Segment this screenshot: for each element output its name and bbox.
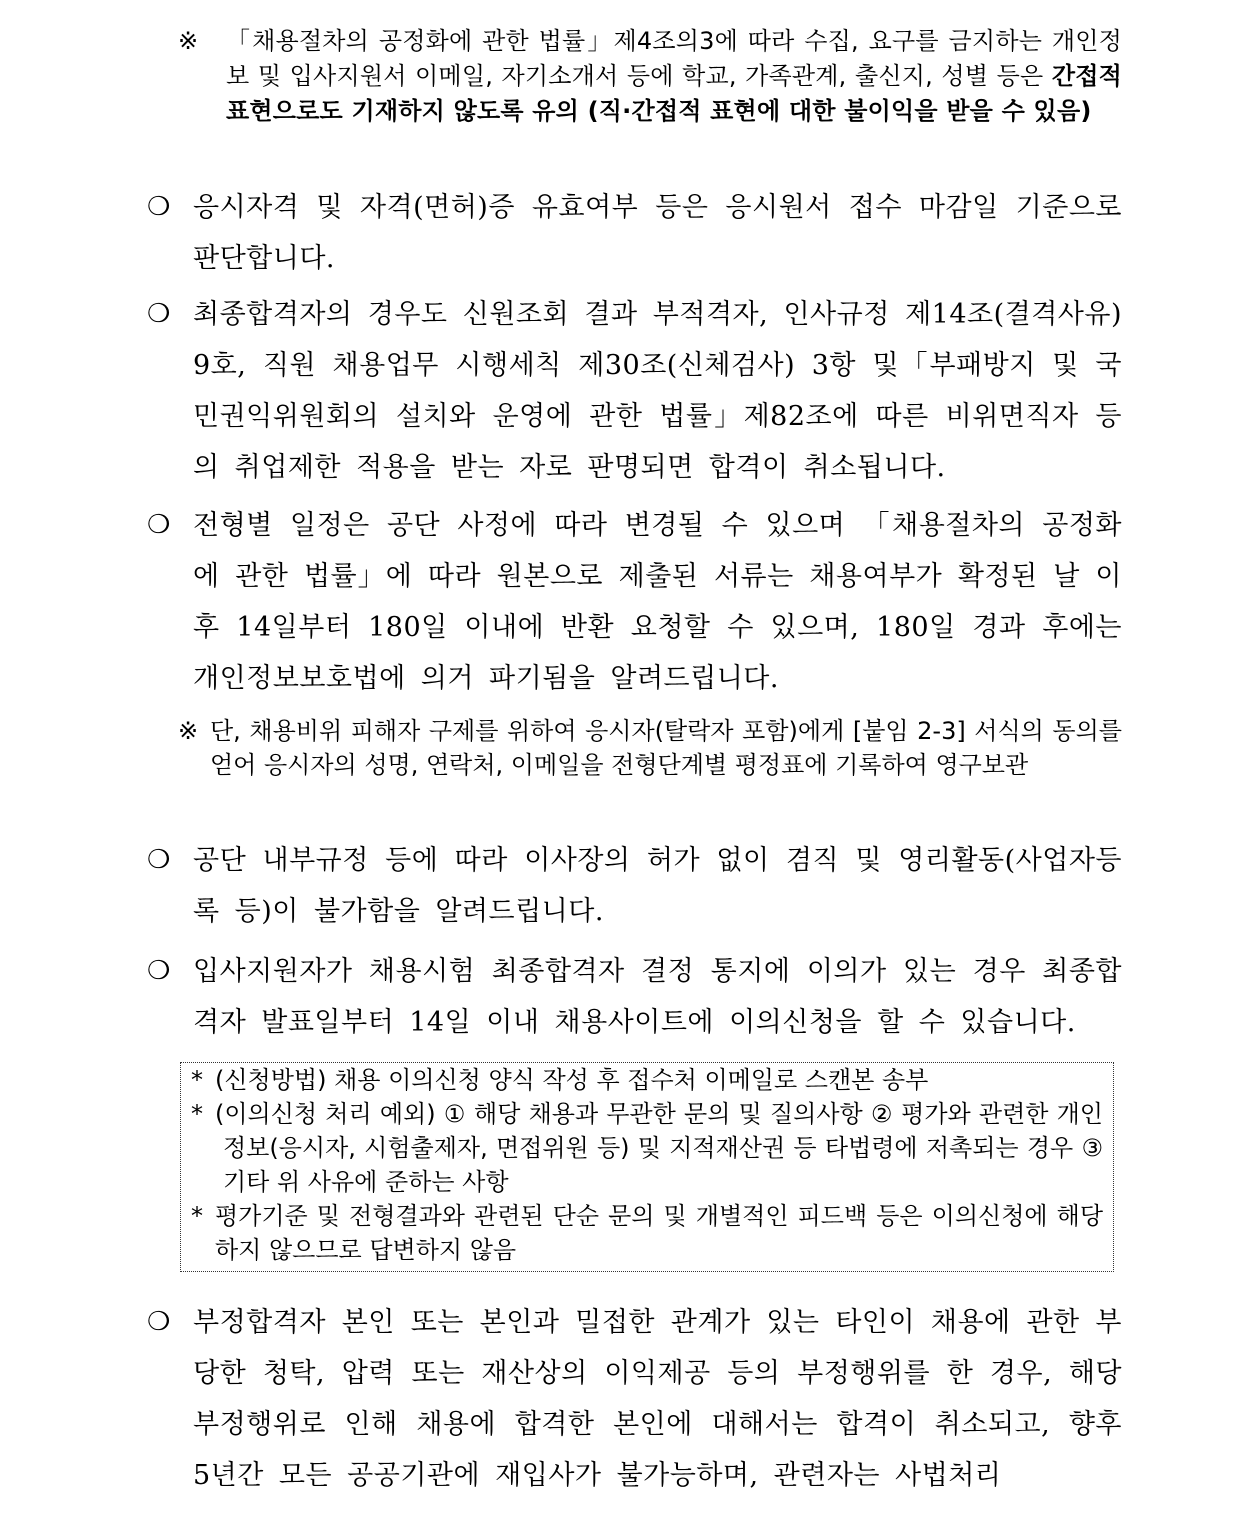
box-item-text: 평가기준 및 전형결과와 관련된 단순 문의 및 개별적인 피드백 등은 이의신청에 해당하지 않으므로 답변하지 않음 — [215, 1202, 1103, 1264]
reference-mark: ※ — [178, 717, 199, 745]
top-note-text: 「채용절차의 공정화에 관한 법률」제4조의3에 따라 수집, 요구를 금지하는 개인정보 및 입사지원서 이메일, 자기소개서 등에 학교, 가족관계, 출신지, 성별 등은 — [226, 27, 1122, 90]
bullet-circle-icon: ❍ — [147, 299, 171, 329]
bullet-circle-icon: ❍ — [147, 510, 171, 540]
box-item-no-reply — [191, 1199, 1103, 1267]
bullet-item-side-job — [147, 835, 1122, 937]
asterisk-mark: * — [191, 1202, 203, 1230]
box-item-exceptions — [191, 1097, 1103, 1199]
bullet-text: 응시자격 및 자격(면허)증 유효여부 등은 응시원서 접수 마감일 기준으로 판단합니다. — [193, 192, 1122, 274]
bullet-circle-icon: ❍ — [147, 192, 171, 222]
bullet-item-eligibility — [147, 182, 1122, 284]
box-item-text: (이의신청 처리 예외) ① 해당 채용과 무관한 문의 및 질의사항 ② 평가와 관련한 개인정보(응시자, 시험출제자, 면접위원 등) 및 지적재산권 등 타법령에 저촉되는 경우 ③ 기타 위 사유에 준하는 사항 — [215, 1100, 1103, 1196]
objection-info-box — [180, 1062, 1114, 1272]
box-item-text: (신청방법) 채용 이의신청 양식 작성 후 접수처 이메일로 스캔본 송부 — [215, 1066, 929, 1094]
asterisk-mark: * — [191, 1100, 203, 1128]
bullet-text: 부정합격자 본인 또는 본인과 밀접한 관계가 있는 타인이 채용에 관한 부당한 청탁, 압력 또는 재산상의 이익제공 등의 부정행위를 한 경우, 해당 부정행위로 인해 채용에 합격한 본인에 대해서는 합격이 취소되고, 향후 5년간 모든 공공기관에 재입사가 불가능하며, 관련자는 사법처리 — [193, 1307, 1122, 1491]
sub-note-body: 단, 채용비위 피해자 구제를 위하여 응시자(탈락자 포함)에게 [붙임 2-3] 서식의 동의를 얻어 응시자의 성명, 연락처, 이메일을 전형단계별 평정표에 기록하여 영구보관 — [210, 717, 1122, 779]
box-item-method — [191, 1063, 1103, 1097]
asterisk-mark: * — [191, 1066, 203, 1094]
bullet-circle-icon: ❍ — [147, 1307, 171, 1337]
bullet-text: 공단 내부규정 등에 따라 이사장의 허가 없이 겸직 및 영리활동(사업자등록 등)이 불가함을 알려드립니다. — [193, 845, 1122, 927]
bullet-item-disqualification — [147, 289, 1122, 493]
bullet-item-fraud — [147, 1297, 1122, 1501]
bullet-text: 전형별 일정은 공단 사정에 따라 변경될 수 있으며 「채용절차의 공정화에 관한 법률」에 따라 원본으로 제출된 서류는 채용여부가 확정된 날 이후 14일부터 180일 이내에 반환 요청할 수 있으며, 180일 경과 후에는 개인정보보호법에 의거 파기됨을 알려드립니다. — [193, 510, 1122, 694]
top-note-body — [226, 24, 1122, 129]
top-note — [178, 24, 1122, 129]
bullet-item-objection — [147, 946, 1122, 1048]
bullet-circle-icon: ❍ — [147, 956, 171, 986]
bullet-text: 최종합격자의 경우도 신원조회 결과 부적격자, 인사규정 제14조(결격사유) 9호, 직원 채용업무 시행세칙 제30조(신체검사) 3항 및「부패방지 및 국민권익위원회의 설치와 운영에 관한 법률」제82조에 따른 비위면직자 등의 취업제한 적용을 받는 자로 판명되면 합격이 취소됩니다. — [193, 299, 1122, 483]
bullet-item-schedule-documents — [147, 500, 1122, 704]
reference-mark: ※ — [178, 27, 199, 55]
sub-note — [178, 714, 1122, 782]
bullet-circle-icon: ❍ — [147, 845, 171, 875]
top-note-bold-text: 간접적 표현으로도 기재하지 않도록 유의 (직·간접적 표현에 대한 불이익을 받을 수 있음) — [226, 62, 1122, 125]
bullet-text: 입사지원자가 채용시험 최종합격자 결정 통지에 이의가 있는 경우 최종합격자 발표일부터 14일 이내 채용사이트에 이의신청을 할 수 있습니다. — [193, 956, 1122, 1038]
